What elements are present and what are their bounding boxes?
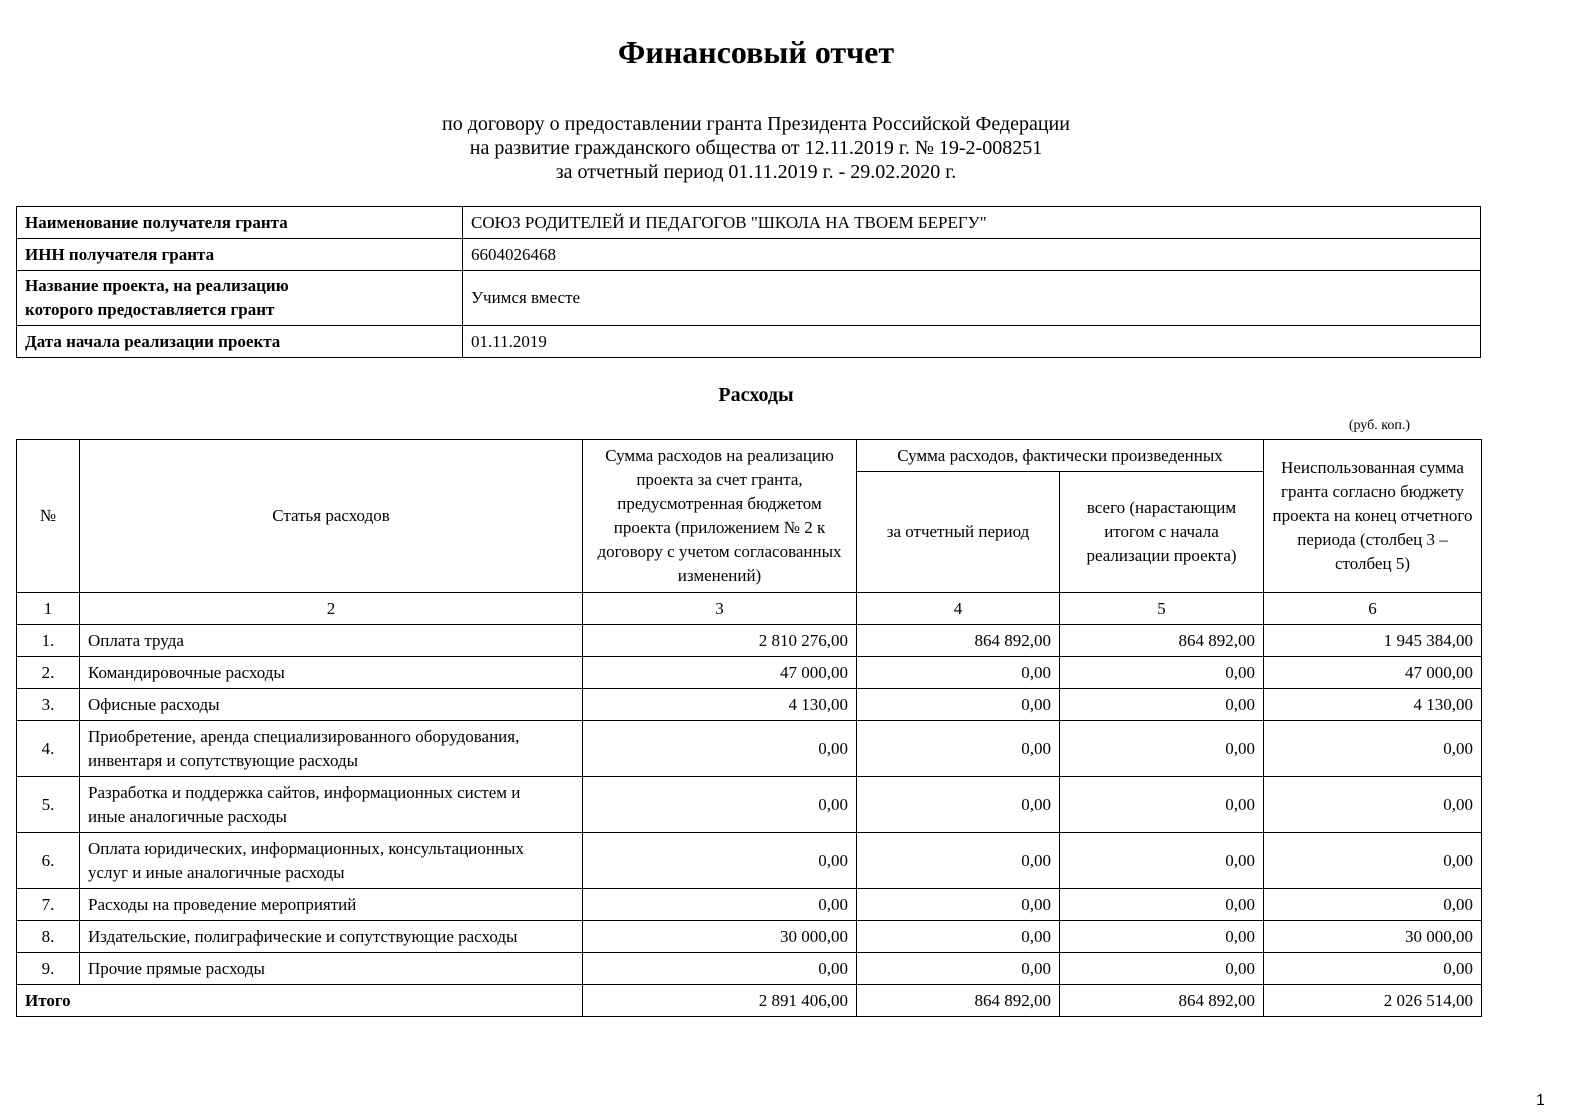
row-unused: 0,00: [1264, 833, 1482, 889]
header-cumulative: всего (нарастающим итогом с начала реализации проекта): [1060, 472, 1264, 593]
info-row-recipient: [17, 207, 1481, 239]
row-unused: 4 130,00: [1264, 689, 1482, 721]
row-cumulative: 0,00: [1060, 833, 1264, 889]
info-row-start-date: [17, 326, 1481, 358]
row-unused: 0,00: [1264, 721, 1482, 777]
row-unused: 0,00: [1264, 777, 1482, 833]
row-unused: 30 000,00: [1264, 921, 1482, 953]
total-label: Итого: [17, 985, 583, 1017]
row-name: [80, 689, 583, 721]
column-number: 3: [583, 593, 857, 625]
header-actual: Сумма расходов, фактически произведенных: [857, 440, 1264, 472]
total-cumulative: 864 892,00: [1060, 985, 1264, 1017]
row-budget: 2 810 276,00: [583, 625, 857, 657]
expenses-section-title: Расходы: [718, 384, 794, 406]
row-name-line: услуг и иные аналогичные расходы: [88, 862, 345, 882]
row-number: 6.: [17, 833, 80, 889]
header-row: [17, 440, 1482, 472]
row-number: 9.: [17, 953, 80, 985]
grant-info-table: [16, 206, 1481, 358]
row-unused: 47 000,00: [1264, 657, 1482, 689]
row-unused: 0,00: [1264, 889, 1482, 921]
row-budget: 0,00: [583, 953, 857, 985]
row-name: [80, 721, 583, 777]
row-number: 3.: [17, 689, 80, 721]
row-period: 864 892,00: [857, 625, 1060, 657]
row-period: 0,00: [857, 889, 1060, 921]
info-row-inn: [17, 239, 1481, 271]
row-name: [80, 625, 583, 657]
row-name-line: Расходы на проведение мероприятий: [88, 894, 357, 914]
row-budget: 30 000,00: [583, 921, 857, 953]
row-budget: 0,00: [583, 833, 857, 889]
table-row: [17, 889, 1482, 921]
row-name-line: Офисные расходы: [88, 694, 220, 714]
row-cumulative: 0,00: [1060, 777, 1264, 833]
row-cumulative: 0,00: [1060, 889, 1264, 921]
table-row: [17, 625, 1482, 657]
table-row: [17, 777, 1482, 833]
info-value: СОЮЗ РОДИТЕЛЕЙ И ПЕДАГОГОВ "ШКОЛА НА ТВОЕМ БЕРЕГУ": [463, 207, 1481, 239]
row-unused: 1 945 384,00: [1264, 625, 1482, 657]
row-budget: 4 130,00: [583, 689, 857, 721]
total-row: [17, 985, 1482, 1017]
row-unused: 0,00: [1264, 953, 1482, 985]
row-number: 4.: [17, 721, 80, 777]
row-number: 7.: [17, 889, 80, 921]
column-number: 4: [857, 593, 1060, 625]
column-number: 1: [17, 593, 80, 625]
info-label: Дата начала реализации проекта: [17, 326, 463, 358]
subtitle-line: за отчетный период 01.11.2019 г. - 29.02.2020 г.: [555, 161, 957, 183]
row-name-line: Командировочные расходы: [88, 662, 285, 682]
row-number: 8.: [17, 921, 80, 953]
row-period: 0,00: [857, 657, 1060, 689]
row-name-line: иные аналогичные расходы: [88, 806, 287, 826]
report-title: Финансовый отчет: [617, 34, 895, 70]
table-row: [17, 953, 1482, 985]
table-row: [17, 689, 1482, 721]
units-note: (руб. коп.): [1348, 418, 1410, 433]
header-period: за отчетный период: [857, 472, 1060, 593]
row-name-line: Прочие прямые расходы: [88, 958, 265, 978]
page-number: 1: [1536, 1092, 1545, 1109]
row-budget: 47 000,00: [583, 657, 857, 689]
row-name-line: Оплата юридических, информационных, консультационных: [88, 838, 524, 858]
row-number: 2.: [17, 657, 80, 689]
row-name: [80, 657, 583, 689]
header-num: №: [17, 440, 80, 593]
total-period: 864 892,00: [857, 985, 1060, 1017]
table-row: [17, 921, 1482, 953]
header-budget: Сумма расходов на реализацию проекта за счет гранта, предусмотренная бюджетом проекта (приложением № 2 к договору с учетом согласованных изменений): [583, 440, 857, 593]
table-row: [17, 721, 1482, 777]
row-period: 0,00: [857, 833, 1060, 889]
total-unused: 2 026 514,00: [1264, 985, 1482, 1017]
row-cumulative: 864 892,00: [1060, 625, 1264, 657]
row-period: 0,00: [857, 777, 1060, 833]
row-name: [80, 889, 583, 921]
info-value: Учимся вместе: [463, 271, 1481, 326]
row-cumulative: 0,00: [1060, 657, 1264, 689]
row-cumulative: 0,00: [1060, 721, 1264, 777]
row-name-line: Разработка и поддержка сайтов, информационных систем и: [88, 782, 521, 802]
subtitle-line: по договору о предоставлении гранта Президента Российской Федерации: [442, 113, 1070, 135]
row-name: [80, 953, 583, 985]
info-label-line: Название проекта, на реализацию: [25, 276, 289, 295]
row-cumulative: 0,00: [1060, 953, 1264, 985]
row-name-line: Издательские, полиграфические и сопутствующие расходы: [88, 926, 518, 946]
row-cumulative: 0,00: [1060, 689, 1264, 721]
row-budget: 0,00: [583, 777, 857, 833]
row-period: 0,00: [857, 921, 1060, 953]
table-row: [17, 657, 1482, 689]
info-label-line: которого предоставляется грант: [25, 300, 275, 319]
header-unused: Неиспользованная сумма гранта согласно бюджету проекта на конец отчетного периода (столбец 3 – столбец 5): [1264, 440, 1482, 593]
row-cumulative: 0,00: [1060, 921, 1264, 953]
row-name: [80, 921, 583, 953]
header-item: Статья расходов: [80, 440, 583, 593]
row-name-line: Оплата труда: [88, 630, 184, 650]
row-number: 1.: [17, 625, 80, 657]
column-number: 6: [1264, 593, 1482, 625]
row-period: 0,00: [857, 953, 1060, 985]
info-value: 6604026468: [463, 239, 1481, 271]
total-budget: 2 891 406,00: [583, 985, 857, 1017]
info-label: ИНН получателя гранта: [17, 239, 463, 271]
row-number: 5.: [17, 777, 80, 833]
column-numbers-row: [17, 593, 1482, 625]
info-label: Наименование получателя гранта: [17, 207, 463, 239]
row-name: [80, 833, 583, 889]
row-period: 0,00: [857, 721, 1060, 777]
row-name-line: Приобретение, аренда специализированного оборудования,: [88, 726, 520, 746]
expenses-table: [16, 439, 1482, 1017]
report-subtitle: [0, 112, 1512, 184]
row-name-line: инвентаря и сопутствующие расходы: [88, 750, 359, 770]
table-row: [17, 833, 1482, 889]
subtitle-line: на развитие гражданского общества от 12.11.2019 г. № 19-2-008251: [469, 137, 1043, 159]
column-number: 2: [80, 593, 583, 625]
row-budget: 0,00: [583, 889, 857, 921]
info-value: 01.11.2019: [463, 326, 1481, 358]
row-budget: 0,00: [583, 721, 857, 777]
info-label: [17, 271, 463, 326]
row-name: [80, 777, 583, 833]
info-row-project: [17, 271, 1481, 326]
column-number: 5: [1060, 593, 1264, 625]
row-period: 0,00: [857, 689, 1060, 721]
